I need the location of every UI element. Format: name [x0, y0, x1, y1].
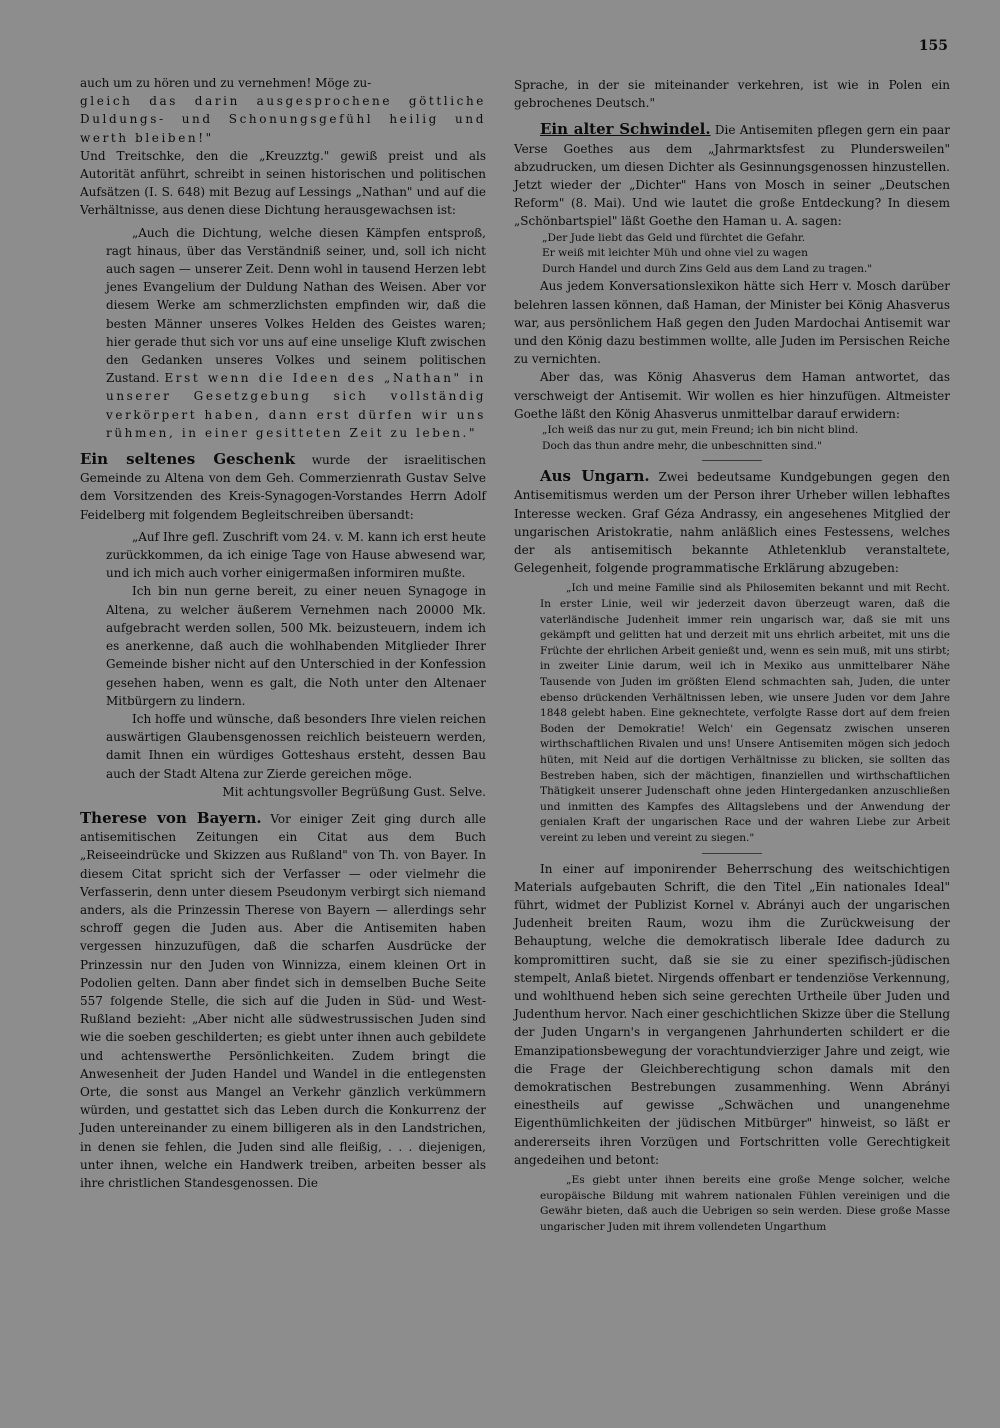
- article-paragraph: [514, 120, 950, 230]
- quote-block: [80, 224, 486, 442]
- emphasis-paragraph: gleich das darin ausgesprochene göttliche Duldungs- und Schonungsgefühl heilig und werth bleiben!": [80, 94, 486, 145]
- quote-emphasis: Erst wenn die Ideen des „Nathan" in unserer Gesetzgebung sich vollständig verkörpert haben, dann erst dürfen wir uns rühmen, in einer gesitteten Zeit zu leben.": [106, 371, 486, 440]
- verse-block: [514, 423, 950, 454]
- page-number: 155: [918, 38, 948, 54]
- article-paragraph: [80, 809, 486, 1192]
- paragraph: Sprache, in der sie miteinander verkehren, ist wie in Polen ein gebrochenes Deutsch.": [514, 78, 950, 111]
- paragraph: Und Treitschke, den die „Kreuzztg." gewiß preist und als Autorität anführt, schreibt in seinen historischen und politischen Aufsätzen (I. S. 648) mit Bezug auf Lessings „Nathan" und auf die Verhältnisse, aus denen diese Dichtung herausgewachsen ist:: [80, 148, 486, 218]
- verse-line: Er weiß mit leichter Müh und ohne viel zu wagen: [542, 247, 808, 260]
- text: auch um zu hören und zu vernehmen! Möge zu-: [80, 76, 372, 90]
- article-heading: Therese von Bayern.: [80, 808, 262, 827]
- divider: [702, 460, 762, 461]
- article-paragraph: [80, 450, 486, 524]
- article-heading: Ein alter Schwindel.: [540, 120, 711, 139]
- article-heading: Ein seltenes Geschenk: [80, 450, 296, 469]
- signature-line: Mit achtungsvoller Begrüßung Gust. Selve.: [222, 784, 486, 799]
- verse-line: „Der Jude liebt das Geld und fürchtet die Gefahr.: [542, 231, 806, 244]
- quote-block: „Ich und meine Familie sind als Philosemiten bekannt und mit Recht. In erster Linie, weil wir jederzeit davon überzeugt waren, daß die vaterländische Judenheit immer rein ungarisch war, daß sie mit uns gekämpft und gelitten hat und derzeit mit uns ehrlich arbeitet, mit uns die Früchte der ehrlichen Arbeit genießt und, wenn es sein muß, mit uns stirbt; in zweiter Linie darum, weil ich in Mexiko aus unmittelbarer Nähe Tausende von Juden im größten Elend schmachten sah, Juden, die unter ebenso drückenden Verhältnissen leben, wie unsere Juden vor dem Jahre 1848 gelebt haben. Eine geknechtete, verfolgte Rasse dort auf dem freien Boden der Demokratie! Welch' ein Gegensatz zwischen unseren wirthschaftlichen Rivalen und uns! Unsere Antisemiten mögen sich jedoch hüten, mit Neid auf die dortigen Verhältnisse zu blicken, sie sollten das Bestreben haben, sich der mächtigen, finanziellen und wirthschaftlichen Thätigkeit unserer Judenschaft ohne jeden Hintergedanken anzuschließen und inmitten des Kampfes des Alltagslebens und der Anwendung der genialen Kraft der ungarischen Race und der wahren Liebe zur Arbeit vereint zu leben und vereint zu siegen.": [540, 582, 950, 844]
- paragraph: Aber das, was König Ahasverus dem Haman antwortet, das verschweigt der Antisemit. Wir wollen es hier hinzufügen. Altmeister Goethe läßt den König Ahasverus unmittelbar darauf erwidern:: [514, 370, 950, 421]
- quote-block: „Auf Ihre gefl. Zuschrift vom 24. v. M. kann ich erst heute zurückkommen, da ich einige Tage von Hause abwesend war, und ich mich auch vorher einigermaßen informiren mußte.: [106, 529, 486, 581]
- article-paragraph: [514, 467, 950, 577]
- verse-block: [514, 231, 950, 278]
- article-text: wurde der israelitischen Gemeinde zu Altena von dem Geh. Commerzienrath Gustav Selve dem Vorsitzenden des Kreis-Synagogen-Vorstandes Herrn Adolf Feidelberg mit folgendem Begleitschreiben übersandt:: [80, 453, 486, 522]
- article-text: Vor einiger Zeit ging durch alle antisemitischen Zeitungen ein Citat aus dem Buch „Reiseeindrücke und Skizzen aus Rußland" von Th. von Bayer. In diesem Citat spricht sich der Verfasser — oder vielmehr die Verfasserin, denn unter diesem Pseudonym verbirgt sich niemand anders, als die Prinzessin Therese von Bayern — allerdings sehr schroff gegen die Juden aus. Aber die Antisemiten haben vergessen hinzuzufügen, daß die scharfen Ausdrücke der Prinzessin nur den Juden von Winnizza, einem kleinen Ort in Podolien gelten. Dann aber findet sich in demselben Buche Seite 557 folgende Stelle, die sich auf die Juden in Süd- und West-Rußland bezieht: „Aber nicht alle südwestrussischen Juden sind wie die soeben geschilderten; es giebt unter ihnen auch gebildete und achtenswerthe Persönlichkeiten. Zudem bringt die Anwesenheit der Juden Handel und Wandel in die entlegensten Orte, die sonst aus Mangel an Verkehr gänzlich verkümmern würden, und gestattet sich das Leben durch die Konkurrenz der Juden untereinander zu einem billigeren als in den Landstrichen, in denen sie fehlen, die Juden sind alle fleißig, . . . diejenigen, unter ihnen, welche ein Handwerk treiben, arbeiten besser als ihre christlichen Standesgenossen. Die: [80, 811, 486, 1190]
- paragraph: Aus jedem Konversationslexikon hätte sich Herr v. Mosch darüber belehren lassen können, daß Haman, der Minister bei König Ahasverus war, aus persönlichem Haß gegen den Juden Mardochai Antisemit war und den König dazu bestimmen wollte, alle Juden im Persischen Reiche zu vernichten.: [514, 279, 950, 367]
- verse-line: Doch das thun andre mehr, die unbeschnitten sind.": [542, 439, 822, 452]
- quote-text: „Auch die Dichtung, welche diesen Kämpfen entsproß, ragt hinaus, über das Verständniß seiner, und, soll ich nicht auch sagen — unserer Zeit. Denn wohl in tausend Herzen lebt jenes Evangelium der Duldung Nathan des Weisen. Aber vor diesem Werke am schmerzlichsten empfinden wir, daß die besten Männer unseres Volkes Helden des Geistes waren; hier gerade thut sich vor uns auf eine unselige Kluft zwischen den Gedanken unseres Volkes und seinem politischen Zustand.: [106, 225, 486, 386]
- article-text: Zwei bedeutsame Kundgebungen gegen den Antisemitismus werden um der Person ihrer Urheber willen lebhaftes Interesse wecken. Graf Géza Andrassy, ein angesehenes Mitglied der ungarischen Aristokratie, nahm anläßlich eines Festessens, welches der als antisemitisch bekannte Athletenklub veranstaltete, Gelegenheit, folgende programmatische Erklärung abzugeben:: [514, 470, 950, 576]
- verse-line: „Ich weiß das nur zu gut, mein Freund; ich bin nicht blind.: [542, 424, 859, 437]
- article-heading: Aus Ungarn.: [540, 467, 650, 486]
- verse-line: Durch Handel und durch Zins Geld aus dem Land zu tragen.": [542, 262, 873, 275]
- right-column: [514, 76, 950, 1235]
- paragraph: In einer auf imponirender Beherrschung des weitschichtigen Materials aufgebauten Schrift, die den Titel „Ein nationales Ideal" führt, widmet der Publizist Kornel v. Abrányi auch der ungarischen Judenheit breiten Raum, wozu ihm die Zurückweisung der Behauptung, welche die demokratisch liberale Idee dadurch zu kompromittiren sucht, daß sie sie zu einer spezifisch-jüdischen stempelt, Anlaß bietet. Nirgends offenbart er tendenziöse Verkennung, und wohlthuend heben sich seine gerechten Urtheile über Juden und Judenthum hervor. Nach einer geschichtlichen Skizze über die Stellung der Juden Ungarn's in vergangenen Jahrhunderten schildert er die Emanzipationsbewegung der vorachtundvierziger Jahre und zeigt, wie die Frage der Gleichberechtigung schon damals mit den demokratischen Bestrebungen zusammenhing. Wenn Abrányi einestheils auf gewisse „Schwächen und unangenehme Eigenthümlichkeiten der jüdischen Mitbürger" hinweist, so läßt er andererseits ihren Vorzügen und Fortschritten volle Gerechtigkeit angedeihen und betont:: [514, 861, 950, 1167]
- article-text: Die Antisemiten pflegen gern ein paar Verse Goethes aus dem „Jahrmarktsfest zu Plundersweilen" abzudrucken, um diesen Dichter als Gesinnungsgenossen hinzustellen. Jetzt wieder der „Dichter" Hans von Mosch in seiner „Deutschen Reform" (8. Mai). Und wie lautet die große Entdeckung? In diesem „Schönbartspiel" läßt Goethe den Haman u. A. sagen:: [514, 123, 950, 229]
- left-column: [80, 74, 486, 1192]
- quote-block: Ich bin nun gerne bereit, zu einer neuen Synagoge in Altena, zu welcher äußerem Vernehmen nach 20000 Mk. aufgebracht werden sollen, 500 Mk. beizusteuern, indem ich es anerkenne, daß auch die wohlhabenden Mitglieder Ihrer Gemeinde bisher nicht auf den Unterschied in der Konfession gesehen haben, wenn es galt, die Noth unter den Altenaer Mitbürgern zu lindern.: [106, 584, 486, 708]
- paragraph: [80, 74, 486, 92]
- divider: [702, 853, 762, 854]
- quote-block: „Es giebt unter ihnen bereits eine große Menge solcher, welche europäische Bildung mit wahrem nationalen Fühlen vereinigen und die Gewähr bieten, daß auch die Uebrigen so sein werden. Diese große Masse ungarischer Juden mit ihrem vollendeten Ungarthum: [540, 1173, 950, 1233]
- quote-block: Ich hoffe und wünsche, daß besonders Ihre vielen reichen auswärtigen Glaubensgenossen reichlich beisteuern werden, damit Ihnen ein würdiges Gotteshaus ersteht, dessen Bau auch der Stadt Altena zur Zierde gereichen möge.: [106, 711, 486, 781]
